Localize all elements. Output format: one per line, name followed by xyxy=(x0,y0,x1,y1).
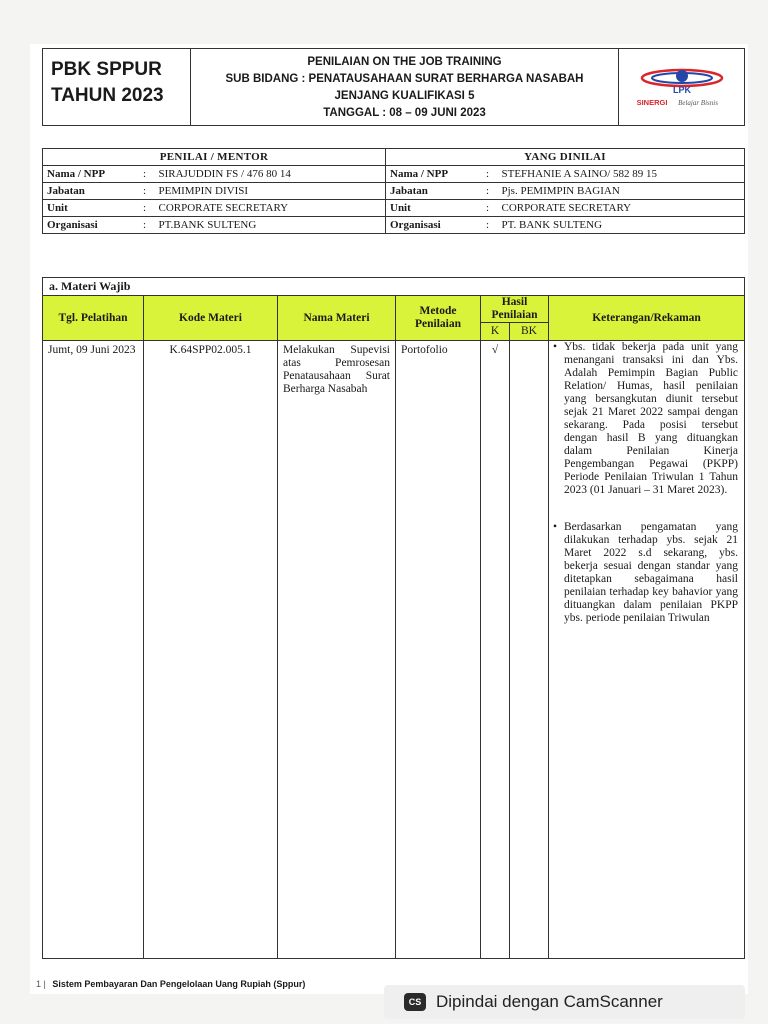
header-left-line2: TAHUN 2023 xyxy=(51,85,164,106)
header-title-4: TANGGAL : 08 – 09 JUNI 2023 xyxy=(323,107,486,119)
camscanner-watermark xyxy=(384,985,745,1019)
camscanner-text: Dipindai dengan CamScanner xyxy=(436,992,663,1011)
header-title-block xyxy=(191,49,618,125)
page-footer xyxy=(36,979,305,989)
table-row xyxy=(43,341,745,959)
column-header-bk: BK xyxy=(510,323,549,341)
section-yang-dinilai: YANG DINILAI xyxy=(386,149,745,166)
header-title-1: PENILAIAN ON THE JOB TRAINING xyxy=(307,56,502,68)
header-title-3: JENJANG KUALIFIKASI 5 xyxy=(334,90,475,102)
label-nama-npp: Nama / NPP xyxy=(386,166,478,183)
label-jabatan: Jabatan xyxy=(43,183,135,200)
logo-sinergi-text: SINERGI xyxy=(636,98,667,107)
lpk-logo xyxy=(618,49,744,125)
column-header-keterangan: Keterangan/Rekaman xyxy=(549,296,745,341)
page-number: 1 | xyxy=(36,979,46,989)
keterangan-item-1: • Ybs. tidak bekerja pada unit yang menangani transaksi ini dan Ybs. Adalah Pemimpin Bagian Public Relation/ Humas, hasil penilaian yang bersangkutan diunit tersebut sejak 21 Maret 2022 sampai dengan sekarang. Pada posisi tersebut dengan hasil B yang dituangkan dalam Penilaian Kinerja Pengembangan Pegawai (PKPP) Periode Penilaian Triwulan 1 Tahun 2023 (01 Januari – 31 Maret 2023). xyxy=(553,341,738,497)
section-penilai-mentor: PENILAI / MENTOR xyxy=(43,149,386,166)
label-nama-npp: Nama / NPP xyxy=(43,166,135,183)
label-jabatan: Jabatan xyxy=(386,183,478,200)
dinilai-jabatan: Pjs. PEMIMPIN BAGIAN xyxy=(498,183,745,200)
table-row: Organisasi : PT.BANK SULTENG Organisasi : PT. BANK SULTENG xyxy=(43,217,745,234)
mentor-jabatan: PEMIMPIN DIVISI xyxy=(155,183,386,200)
materi-wajib-title: a. Materi Wajib xyxy=(43,278,745,296)
cell-metode: Portofolio xyxy=(396,341,481,959)
table-row: Jabatan : PEMIMPIN DIVISI Jabatan : Pjs. PEMIMPIN BAGIAN xyxy=(43,183,745,200)
dinilai-nama: STEFHANIE A SAINO/ 582 89 15 xyxy=(498,166,745,183)
penilai-table xyxy=(42,148,745,234)
label-organisasi: Organisasi xyxy=(386,217,478,234)
mentor-organisasi: PT.BANK SULTENG xyxy=(155,217,386,234)
logo-tagline-text: Belajar Bisnis xyxy=(677,99,718,107)
mentor-unit: CORPORATE SECRETARY xyxy=(155,200,386,217)
label-organisasi: Organisasi xyxy=(43,217,135,234)
footer-text: Sistem Pembayaran Dan Pengelolaan Uang Rupiah (Sppur) xyxy=(52,979,306,989)
header-title-2: SUB BIDANG : PENATAUSAHAAN SURAT BERHARGA NASABAH xyxy=(225,73,584,85)
column-header-k: K xyxy=(481,323,510,341)
cell-k: √ xyxy=(481,341,510,959)
header-left-block xyxy=(43,49,191,125)
cell-bk xyxy=(510,341,549,959)
dinilai-organisasi: PT. BANK SULTENG xyxy=(498,217,745,234)
column-header-kode: Kode Materi xyxy=(144,296,278,341)
label-unit: Unit xyxy=(43,200,135,217)
materi-wajib-table xyxy=(42,277,745,959)
table-row: Nama / NPP : SIRAJUDDIN FS / 476 80 14 Nama / NPP : STEFHANIE A SAINO/ 582 89 15 xyxy=(43,166,745,183)
document-header xyxy=(42,48,745,126)
table-row: Unit : CORPORATE SECRETARY Unit : CORPORATE SECRETARY xyxy=(43,200,745,217)
keterangan-item-2: • Berdasarkan pengamatan yang dilakukan terhadap ybs. sejak 21 Maret 2022 s.d sekarang, ybs. bekerja sesuai dengan standar yang ditetapkan sebagaimana hasil penilaian terhadap key bahavior yang dituangkan dalam penilaian PKPP ybs. periode penilaian Triwulan xyxy=(553,521,738,625)
dinilai-unit: CORPORATE SECRETARY xyxy=(498,200,745,217)
camscanner-icon: CS xyxy=(404,993,426,1011)
column-header-tgl: Tgl. Pelatihan xyxy=(43,296,144,341)
column-header-metode: Metode Penilaian xyxy=(396,296,481,341)
column-header-nama: Nama Materi xyxy=(278,296,396,341)
cell-nama-materi: Melakukan Supevisi atas Pemrosesan Penatausahaan Surat Berharga Nasabah xyxy=(278,341,396,959)
mentor-nama: SIRAJUDDIN FS / 476 80 14 xyxy=(155,166,386,183)
cell-kode: K.64SPP02.005.1 xyxy=(144,341,278,959)
header-left-line1: PBK SPPUR xyxy=(51,59,162,80)
cell-tgl: Jumt, 09 Juni 2023 xyxy=(43,341,144,959)
column-header-hasil: Hasil Penilaian xyxy=(481,296,549,323)
label-unit: Unit xyxy=(386,200,478,217)
logo-lpk-text: LPK xyxy=(672,85,691,95)
cell-keterangan xyxy=(549,341,745,959)
lpk-logo-graphic xyxy=(626,62,738,112)
